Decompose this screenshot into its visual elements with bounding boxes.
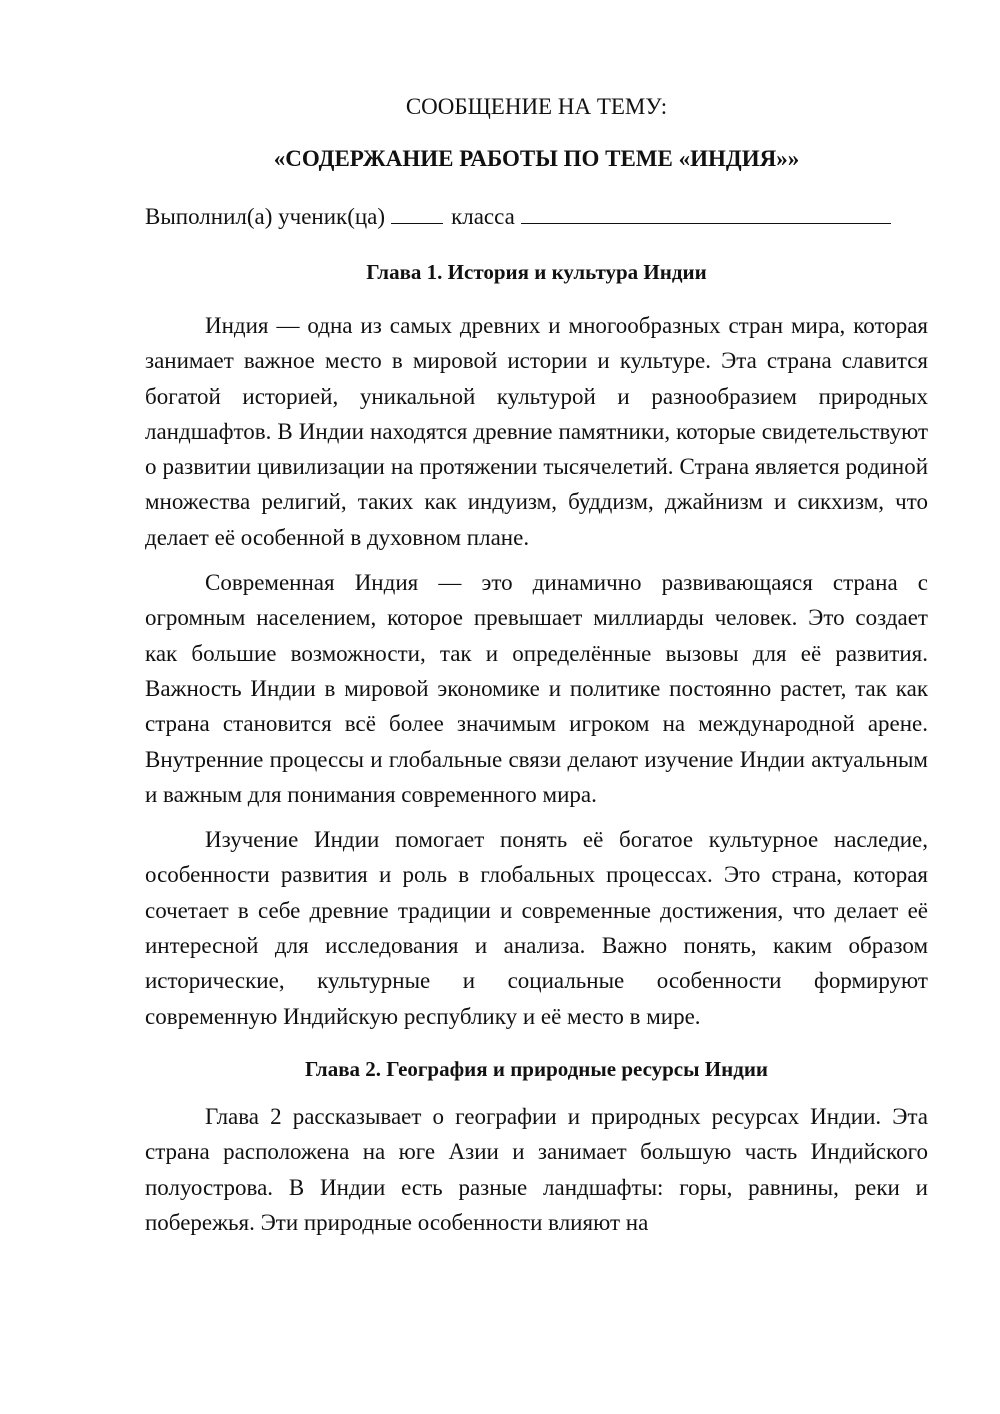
chapter2-heading: Глава 2. География и природные ресурсы Индии [304, 1056, 769, 1081]
chapter1-paragraph-2: Современная Индия — это динамично развивающаяся страна с огромным населением, которое превышает миллиарды человек. Это создает как большие возможности, так и определённые вызовы для её развития. Важность Индии в мировой экономике и политике постоянно растет, так как страна становится всё более значимым игроком на международной арене. Внутренние процессы и глобальные связи делают изучение Индии актуальным и важным для понимания современного мира. [145, 570, 928, 807]
student-info-line [145, 201, 928, 232]
class-label: класса [451, 204, 515, 229]
student-name-blank [521, 201, 891, 224]
class-number-blank [391, 201, 443, 224]
chapter1-heading: Глава 1. История и культура Индии [366, 260, 707, 284]
document-page [145, 92, 928, 1240]
document-title-line2: «СОДЕРЖАНИЕ РАБОТЫ ПО ТЕМЕ «ИНДИЯ»» [273, 146, 800, 171]
chapter2-paragraph-1: Глава 2 рассказывает о географии и природных ресурсах Индии. Эта страна расположена на юге Азии и занимает большую часть Индийского полуострова. В Индии есть разные ландшафты: горы, равнины, реки и побережья. Эти природные особенности влияют на [145, 1103, 928, 1235]
student-label: Выполнил(а) ученик(ца) [145, 204, 386, 229]
chapter1-paragraph-3: Изучение Индии помогает понять её богатое культурное наследие, особенности развития и роль в глобальных процессах. Это страна, которая сочетает в себе древние традиции и современные достижения, что делает её интересной для исследования и анализа. Важно понять, каким образом исторические, культурные и социальные особенности формируют современную Индийскую республику и её место в мире. [145, 827, 928, 1029]
chapter1-paragraph-1: Индия — одна из самых древних и многообразных стран мира, которая занимает важное место в мировой истории и культуре. Эта страна славится богатой историей, уникальной культурой и разнообразием природных ландшафтов. В Индии находятся древние памятники, которые свидетельствуют о развитии цивилизации на протяжении тысячелетий. Страна является родиной множества религий, таких как индуизм, буддизм, джайнизм и сикхизм, что делает её особенной в духовном плане. [145, 313, 928, 550]
document-title-line1: СООБЩЕНИЕ НА ТЕМУ: [405, 94, 668, 119]
